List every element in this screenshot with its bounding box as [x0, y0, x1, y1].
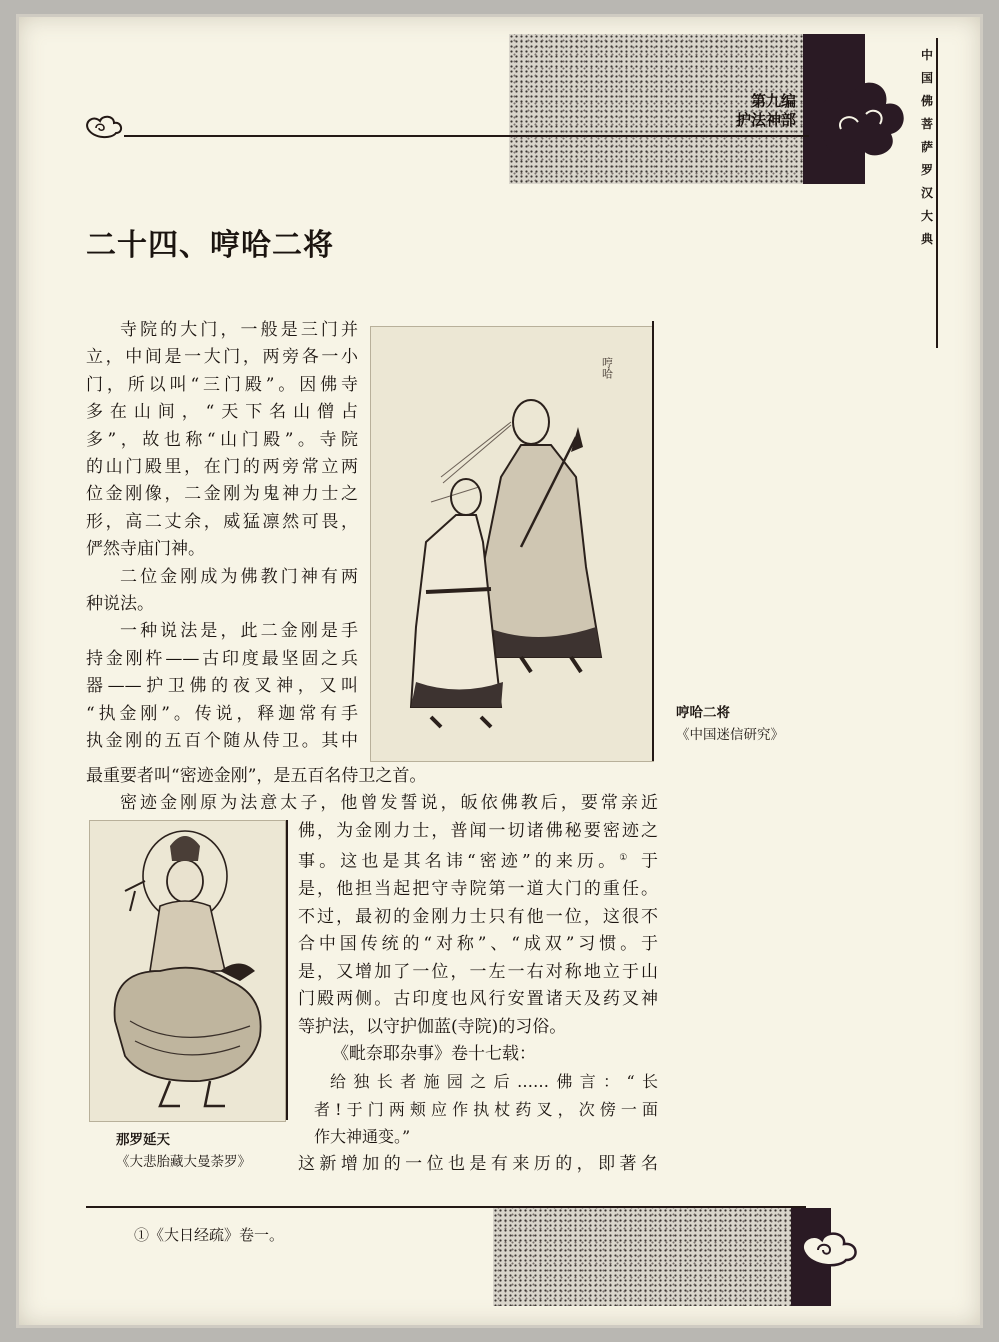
- body-line: “执金刚”。传说，释迦常有手: [86, 703, 358, 724]
- body-line: 立，中间是一大门，两旁各一小: [86, 347, 358, 368]
- body-line: 寺院的大门，一般是三门并: [120, 320, 358, 340]
- body-line: 这新增加的一位也是有来历的，即著名: [298, 1153, 658, 1174]
- text-column-top: [86, 317, 358, 756]
- quote-line: 作大神通变。”: [314, 1127, 411, 1147]
- citation-intro: 《毗奈耶杂事》卷十七载：: [332, 1043, 536, 1064]
- chapter-heading: [676, 92, 796, 130]
- footnote-ref: ①: [619, 853, 632, 864]
- vertical-rule: [936, 38, 938, 348]
- body-line: 门，所以叫“三门殿”。因佛寺: [86, 374, 358, 395]
- figure-1-side-rule: [652, 321, 654, 761]
- body-line: 不过，最初的金刚力士只有他一位，这很不: [298, 906, 658, 927]
- figure-2-side-rule: [286, 820, 288, 1120]
- body-line: 多在山间，“天下名山僧占: [86, 402, 358, 423]
- body-line: 等护法，以守护伽蓝(寺院)的习俗。: [298, 1016, 567, 1037]
- book-title-vertical: 中 国 佛 菩 萨 罗 汉 大 典: [920, 48, 933, 246]
- chapter-name: 护法神部: [735, 111, 796, 129]
- body-line: 事。这也是其名讳“密迹”的来历。① 于: [298, 852, 658, 873]
- body-line: 二位金刚成为佛教门神有两: [120, 566, 358, 587]
- section-title: 二十四、哼哈二将: [86, 228, 334, 263]
- text-full-width: [86, 763, 658, 818]
- quote-line: 者!于门两颊应作执杖药叉，次傍一面: [314, 1099, 658, 1119]
- body-line: 器——护卫佛的夜叉神，又叫: [86, 676, 358, 697]
- body-line: 是，他担当起把守寺院第一道大门的重任。: [298, 879, 658, 900]
- body-line: 位金刚像，二金刚为鬼神力士之: [86, 484, 358, 505]
- figure-narayana-image: [89, 820, 286, 1122]
- body-line: 俨然寺庙门神。: [86, 539, 205, 560]
- body-line: 执金刚的五百个随从侍卫。其中: [86, 731, 358, 752]
- figure-2-caption: [116, 1129, 251, 1173]
- body-line: 最重要者叫“密迹金刚”，是五百名侍卫之首。: [86, 766, 427, 786]
- body-line: 多”，故也称“山门殿”。寺院: [86, 429, 358, 450]
- body-line: 种说法。: [86, 594, 154, 615]
- figure-heng-ha-image: [370, 326, 654, 762]
- header-rule: [124, 135, 809, 137]
- quote-line: 给独长者施园之后……佛言：“长: [330, 1072, 658, 1092]
- figure-1-caption: [676, 702, 784, 746]
- body-line: 佛，为金刚力士，普闻一切诸佛秘要密迹之: [298, 821, 658, 841]
- page: [16, 14, 983, 1328]
- body-line: 的山门殿里，在门的两旁常立两: [86, 457, 358, 478]
- body-line: 形，高二丈余，威猛凛然可畏，: [86, 511, 358, 532]
- footer-cloud-ornament: [796, 1226, 866, 1268]
- figure-1-source: 《中国迷信研究》: [676, 727, 784, 743]
- body-line: 密迹金刚原为法意太子，他曾发誓说，皈依佛教后，要常亲近: [120, 793, 658, 814]
- body-line: 一种说法是，此二金刚是手: [120, 621, 358, 642]
- figure-inscription: 哼哈: [600, 357, 614, 379]
- figure-2-title: 那罗延天: [116, 1132, 170, 1148]
- body-line: 合中国传统的“对称”、“成双”习惯。于: [298, 934, 658, 955]
- figure-1-title: 哼哈二将: [676, 705, 730, 721]
- header-cloud-ornament: [806, 54, 916, 174]
- chapter-number: 第九编: [750, 92, 796, 110]
- text-column-bottom: [298, 818, 658, 1178]
- body-line: 持金刚杵——古印度最坚固之兵: [86, 648, 358, 669]
- body-line: 门殿两侧。古印度也风行安置诸天及药叉神: [298, 989, 658, 1010]
- cloud-swirl-icon: [82, 113, 126, 139]
- figure-2-source: 《大悲胎藏大曼荼罗》: [116, 1154, 251, 1170]
- body-line: 是，又增加了一位，一左一右对称地立于山: [298, 961, 658, 982]
- footnote: ①《大日经疏》卷一。: [134, 1226, 285, 1244]
- footer-halftone: [493, 1208, 793, 1306]
